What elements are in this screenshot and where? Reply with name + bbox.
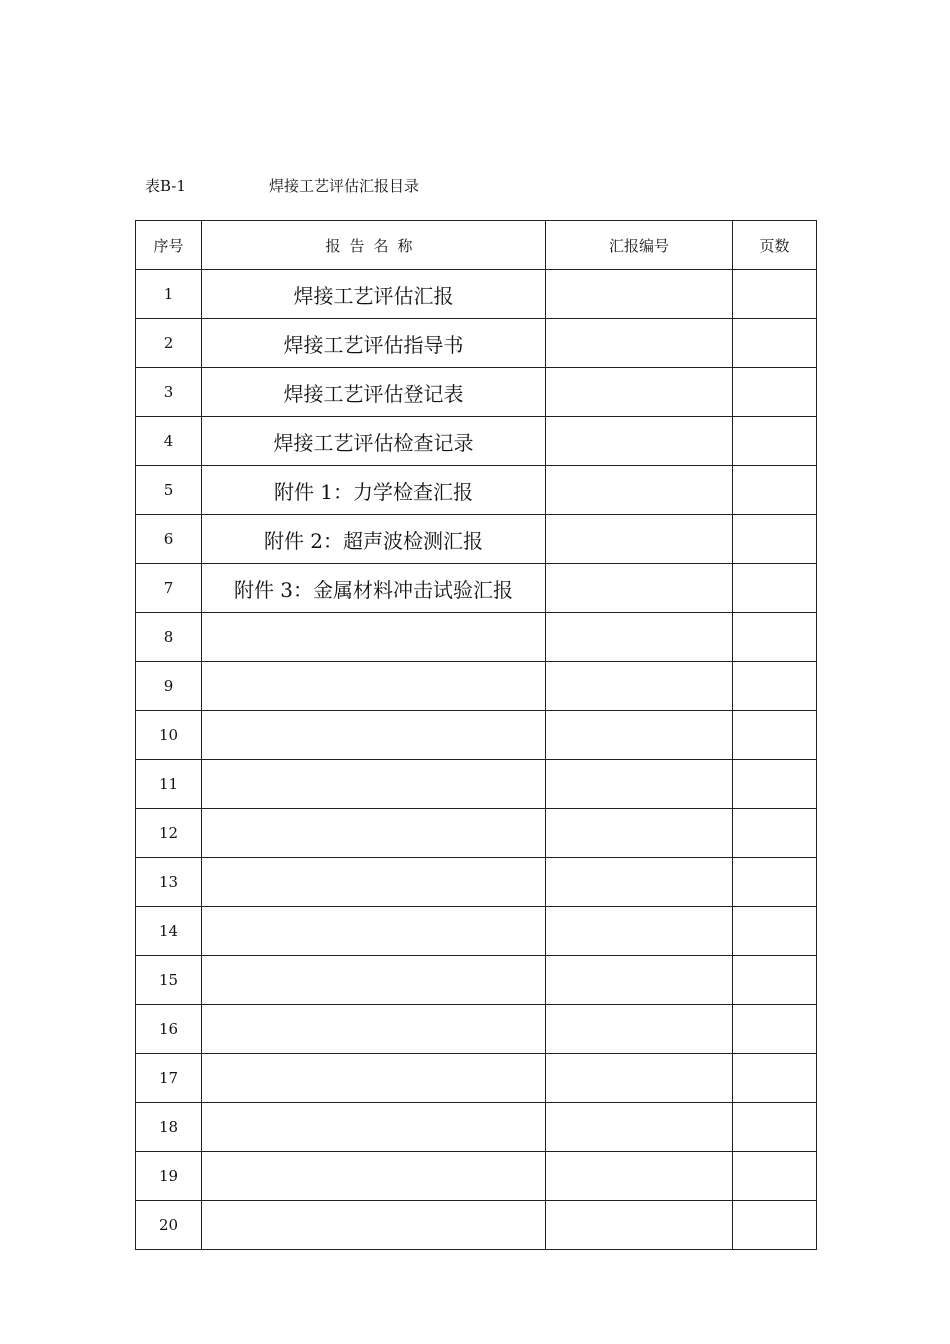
cell-no: 14: [136, 907, 202, 956]
cell-report-code: [546, 270, 733, 319]
cell-no: 10: [136, 711, 202, 760]
table-row: [136, 564, 817, 613]
cell-no: 12: [136, 809, 202, 858]
header-report-code: 汇报编号: [546, 221, 733, 270]
cell-no: 2: [136, 319, 202, 368]
table-row: [136, 319, 817, 368]
cell-name: [202, 662, 546, 711]
cell-name: [202, 613, 546, 662]
cell-name: 附件 1：力学检查汇报: [202, 466, 546, 515]
cell-report-code: [546, 1201, 733, 1250]
cell-report-code: [546, 564, 733, 613]
table-row: [136, 858, 817, 907]
cell-report-code: [546, 760, 733, 809]
table-row: [136, 466, 817, 515]
cell-no: 1: [136, 270, 202, 319]
cell-pages: [733, 515, 817, 564]
cell-no: 17: [136, 1054, 202, 1103]
table-row: [136, 515, 817, 564]
cell-no: 7: [136, 564, 202, 613]
cell-pages: [733, 319, 817, 368]
table-row: [136, 809, 817, 858]
cell-pages: [733, 270, 817, 319]
table-row: [136, 270, 817, 319]
cell-report-code: [546, 1152, 733, 1201]
cell-pages: [733, 1054, 817, 1103]
cell-report-code: [546, 417, 733, 466]
cell-no: 3: [136, 368, 202, 417]
table-row: [136, 711, 817, 760]
cell-pages: [733, 368, 817, 417]
table-body: [136, 270, 817, 1250]
table-row: [136, 760, 817, 809]
cell-report-code: [546, 1054, 733, 1103]
cell-pages: [733, 1103, 817, 1152]
table-row: [136, 1005, 817, 1054]
cell-report-code: [546, 368, 733, 417]
report-contents-table: [135, 220, 817, 1250]
header-pages: 页数: [733, 221, 817, 270]
cell-name: 附件 3：金属材料冲击试验汇报: [202, 564, 546, 613]
cell-pages: [733, 662, 817, 711]
cell-name: 附件 2：超声波检测汇报: [202, 515, 546, 564]
table-row: [136, 1103, 817, 1152]
cell-no: 6: [136, 515, 202, 564]
cell-no: 19: [136, 1152, 202, 1201]
cell-report-code: [546, 662, 733, 711]
cell-pages: [733, 956, 817, 1005]
cell-pages: [733, 858, 817, 907]
cell-report-code: [546, 956, 733, 1005]
table-row: [136, 613, 817, 662]
cell-pages: [733, 1005, 817, 1054]
cell-name: 焊接工艺评估检查记录: [202, 417, 546, 466]
cell-report-code: [546, 613, 733, 662]
cell-report-code: [546, 319, 733, 368]
cell-report-code: [546, 466, 733, 515]
cell-pages: [733, 417, 817, 466]
table-row: [136, 417, 817, 466]
cell-report-code: [546, 1005, 733, 1054]
cell-report-code: [546, 907, 733, 956]
table-header-row: [136, 221, 817, 270]
table-row: [136, 1054, 817, 1103]
header-name: 报告名称: [202, 221, 546, 270]
cell-no: 9: [136, 662, 202, 711]
table-title: 焊接工艺评估汇报目录: [269, 177, 420, 195]
cell-pages: [733, 564, 817, 613]
cell-no: 15: [136, 956, 202, 1005]
cell-report-code: [546, 515, 733, 564]
cell-name: [202, 809, 546, 858]
cell-pages: [733, 809, 817, 858]
cell-name: [202, 956, 546, 1005]
cell-pages: [733, 711, 817, 760]
cell-report-code: [546, 1103, 733, 1152]
cell-pages: [733, 613, 817, 662]
cell-name: [202, 1201, 546, 1250]
cell-no: 11: [136, 760, 202, 809]
cell-no: 18: [136, 1103, 202, 1152]
cell-no: 20: [136, 1201, 202, 1250]
cell-report-code: [546, 809, 733, 858]
table-number: 表B-1: [145, 177, 186, 195]
cell-name: [202, 760, 546, 809]
cell-pages: [733, 1201, 817, 1250]
cell-name: 焊接工艺评估登记表: [202, 368, 546, 417]
cell-report-code: [546, 711, 733, 760]
cell-pages: [733, 466, 817, 515]
cell-name: [202, 907, 546, 956]
table-row: [136, 956, 817, 1005]
cell-pages: [733, 760, 817, 809]
cell-name: 焊接工艺评估汇报: [202, 270, 546, 319]
cell-name: [202, 858, 546, 907]
cell-pages: [733, 1152, 817, 1201]
cell-no: 5: [136, 466, 202, 515]
table-row: [136, 1152, 817, 1201]
table-row: [136, 662, 817, 711]
cell-no: 13: [136, 858, 202, 907]
cell-name: [202, 1005, 546, 1054]
cell-name: 焊接工艺评估指导书: [202, 319, 546, 368]
table-row: [136, 1201, 817, 1250]
cell-name: [202, 1152, 546, 1201]
cell-no: 16: [136, 1005, 202, 1054]
cell-name: [202, 1103, 546, 1152]
table-row: [136, 368, 817, 417]
table-row: [136, 907, 817, 956]
cell-report-code: [546, 858, 733, 907]
cell-name: [202, 1054, 546, 1103]
cell-no: 8: [136, 613, 202, 662]
cell-pages: [733, 907, 817, 956]
cell-no: 4: [136, 417, 202, 466]
cell-name: [202, 711, 546, 760]
header-no: 序号: [136, 221, 202, 270]
